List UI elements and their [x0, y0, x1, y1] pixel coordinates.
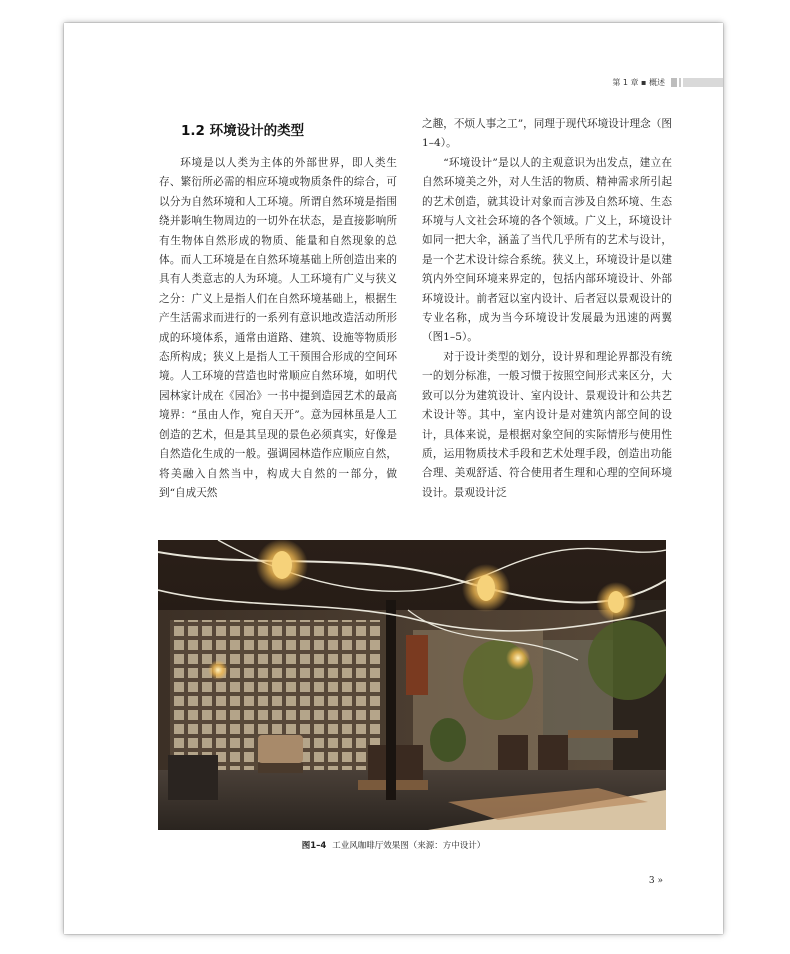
book-page [64, 23, 723, 934]
header-tab-bar [671, 78, 723, 87]
right-text-column [422, 115, 672, 503]
paragraph: “环境设计”是以人的主观意识为出发点，建立在自然环境美之外，对人生活的物质、精神需求所引起的艺术创造，就其设计对象而言涉及自然环境、生态环境与人文社会环境的各个领域。广义上，环境设计如同一把大伞，涵盖了当代几乎所有的艺术与设计，是一个艺术设计综合系统。狭义上，环境设计是以建筑内外空间环境来界定的，包括内部环境设计、外部环境设计。前者冠以室内设计、后者冠以景观设计的专业名称，成为当今环境设计发展最为迅速的两翼（图1–5）。 [422, 156, 672, 344]
page-number: 3 » [648, 876, 663, 886]
figure-caption [64, 839, 723, 851]
paragraph: 之趣，不烦人事之工”，同理于现代环境设计理念（图1–4）。 [422, 118, 672, 150]
chapter-header-text: 第 1 章 ▪ 概述 [612, 78, 665, 87]
left-text-column [159, 154, 397, 503]
cafe-interior-photo [158, 540, 666, 830]
figure-label: 图1–4 [301, 841, 327, 851]
section-title: 1.2 环境设计的类型 [181, 123, 305, 139]
paragraph: 环境是以人类为主体的外部世界，即人类生存、繁衍所必需的相应环境或物质条件的综合，可以分为自然环境和人工环境。所谓自然环境是指围绕并影响生物周边的一切外在状态，是直接影响所有生物体自然形成的物质、能量和自然现象的总体。而人工环境是在自然环境基础上所创造出来的具有人类意志的人为环境。人工环境有广义与狭义之分：广义上是指人们在自然环境基础上，根据生产生活需求而进行的一系列有意识地改造活动所形成的环境体系，通常由道路、建筑、设施等物质形态所构成；狭义上是指人工干预围合形成的空间环境。人工环境的营造也时常顺应自然环境，如明代园林家计成在《园冶》一书中提到造园艺术的最高境界：“虽由人作，宛自天开”。意为园林虽是人工创造的艺术，但是其呈现的景色必须真实，好像是自然造化生成的一般。强调园林造作应顺应自然，将美融入自然当中，构成大自然的一部分，做到“自成天然 [159, 157, 397, 499]
figure-caption-text: 工业风咖啡厅效果图（来源：方中设计） [332, 841, 486, 851]
running-header [612, 77, 723, 88]
paragraph: 对于设计类型的划分，设计界和理论界都没有统一的划分标准，一般习惯于按照空间形式来区分，大致可以分为建筑设计、室内设计、景观设计和公共艺术设计等。其中，室内设计是对建筑内部空间的设计，具体来说，是根据对象空间的实际情形与使用性质，运用物质技术手段和艺术处理手段，创造出功能合理、美观舒适、符合使用者生理和心理的空间环境设计。景观设计泛 [422, 350, 672, 499]
